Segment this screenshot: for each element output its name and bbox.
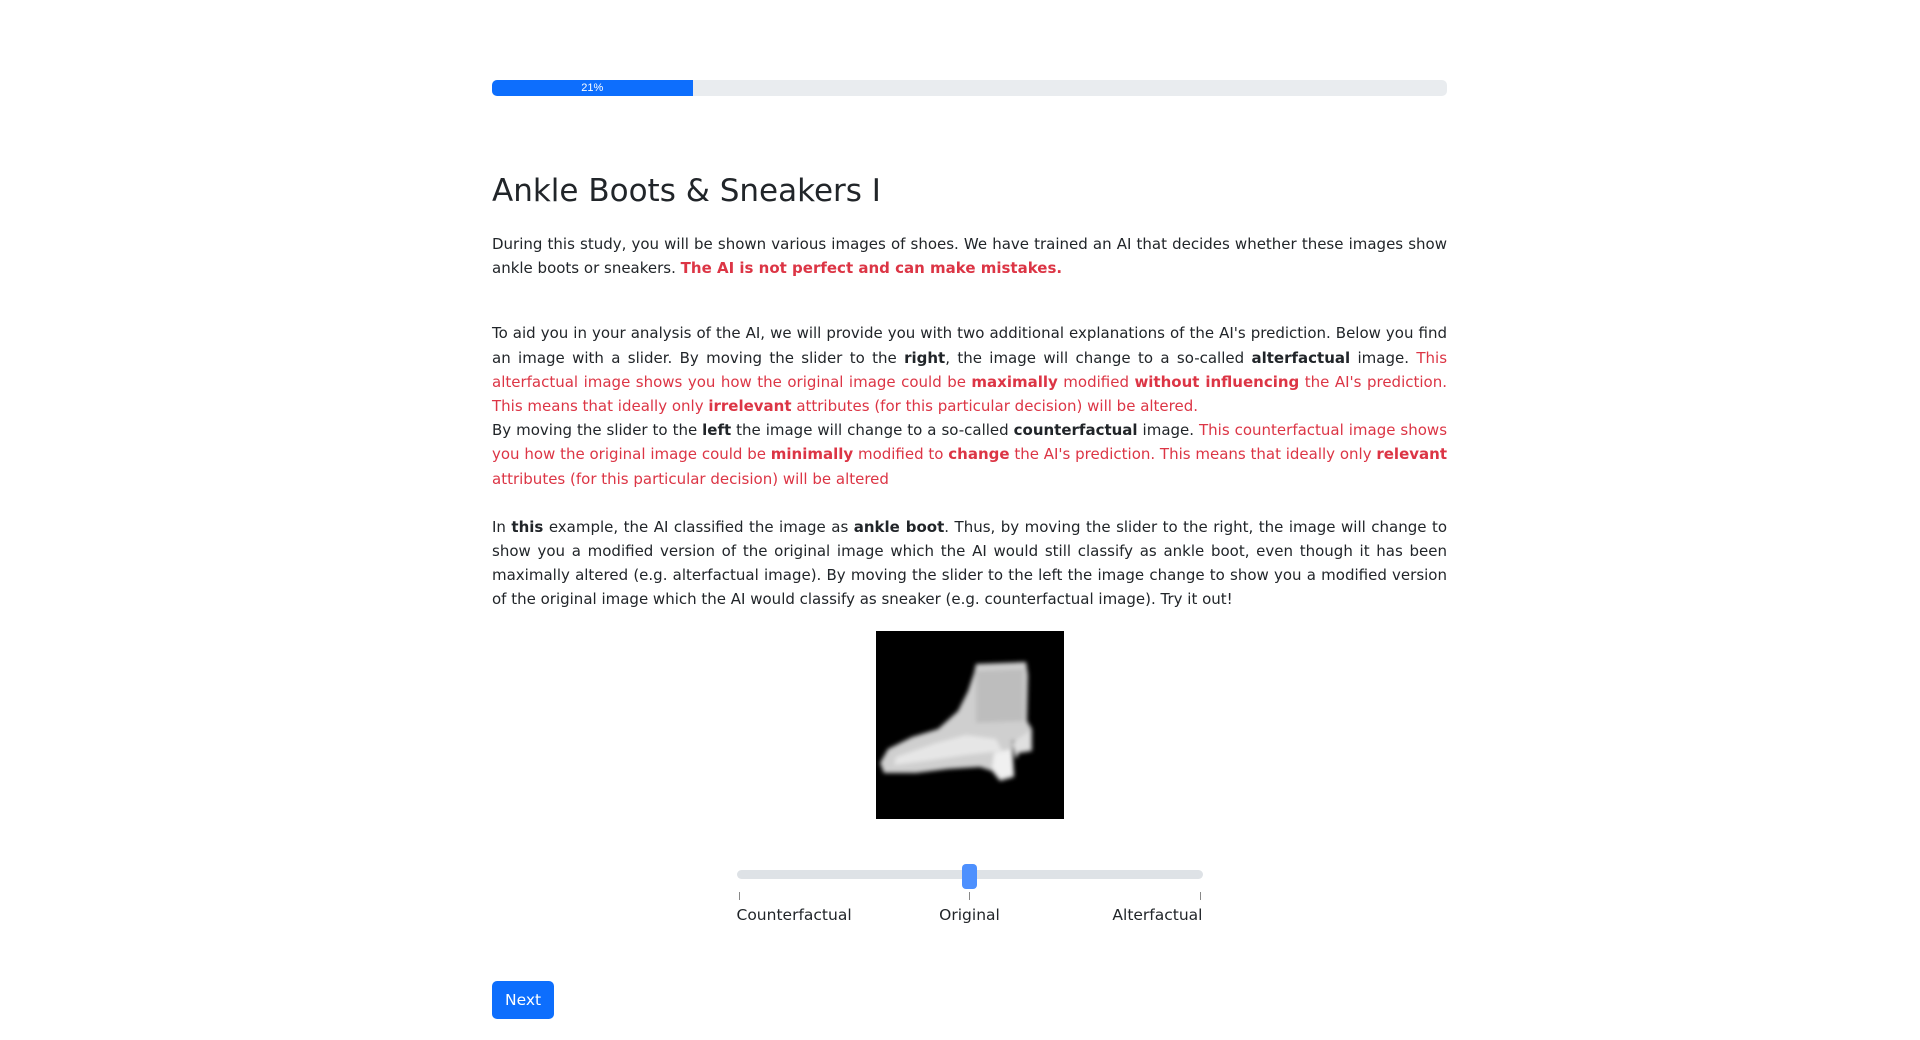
study-container	[492, 80, 1447, 1019]
slider-tick-labels	[737, 906, 1203, 928]
counterfactual-paragraph: By moving the slider to the left the image will change to a so-called counterfactual image. This counterfactual image shows you how the original image could be minimally modified to change the AI's prediction. This means that ideally only relevant attributes (for this particular decision) will be altered	[492, 421, 1448, 488]
progress-bar-track	[492, 80, 1447, 96]
progress-bar-fill: 21%	[492, 80, 693, 96]
ankle-boot-icon	[876, 631, 1064, 819]
intro-paragraph: During this study, you will be shown various images of shoes. We have trained an AI that decides whether these images show ankle boots or sneakers. The AI is not perfect and can make mistakes.	[492, 235, 1447, 278]
tick-label-counterfactual: Counterfactual	[736, 905, 852, 924]
page-title: Ankle Boots & Sneakers I	[492, 173, 881, 209]
slider-tick-right	[1200, 892, 1201, 900]
slider-tick-center	[969, 892, 970, 900]
slider-ticks	[737, 892, 1203, 906]
example-paragraph: In this example, the AI classified the image as ankle boot. Thus, by moving the slider to the right, the image will change to show you a modified version of the original image which the AI would still classify as ankle boot, even though it has been maximally altered (e.g. alterfactual image). By moving the slider to the left the image change to show you a modified version of the original image which the AI would classify as sneaker (e.g. counterfactual image). Try it out!	[492, 517, 1447, 609]
explanation-slider[interactable]	[737, 870, 1203, 928]
tick-label-original: Original	[939, 905, 1000, 924]
slider-thumb[interactable]	[962, 864, 977, 889]
ankle-boot-image	[876, 631, 1064, 819]
slider-tick-left	[739, 892, 740, 900]
warning-text: The AI is not perfect and can make mistakes.	[680, 259, 1063, 278]
slider-track[interactable]	[737, 870, 1203, 879]
alterfactual-paragraph: To aid you in your analysis of the AI, we will provide you with two additional explanations of the AI's prediction. Below you find an image with a slider. By moving the slider to the right, the image will change to a so-called alterfactual image. This alterfactual image shows you how the original image could be maximally modified without influencing the AI's prediction. This means that ideally only irrelevant attributes (for this particular decision) will be altered.	[492, 324, 1448, 416]
tick-label-alterfactual: Alterfactual	[1112, 905, 1203, 924]
next-button[interactable]: Next	[492, 981, 554, 1019]
